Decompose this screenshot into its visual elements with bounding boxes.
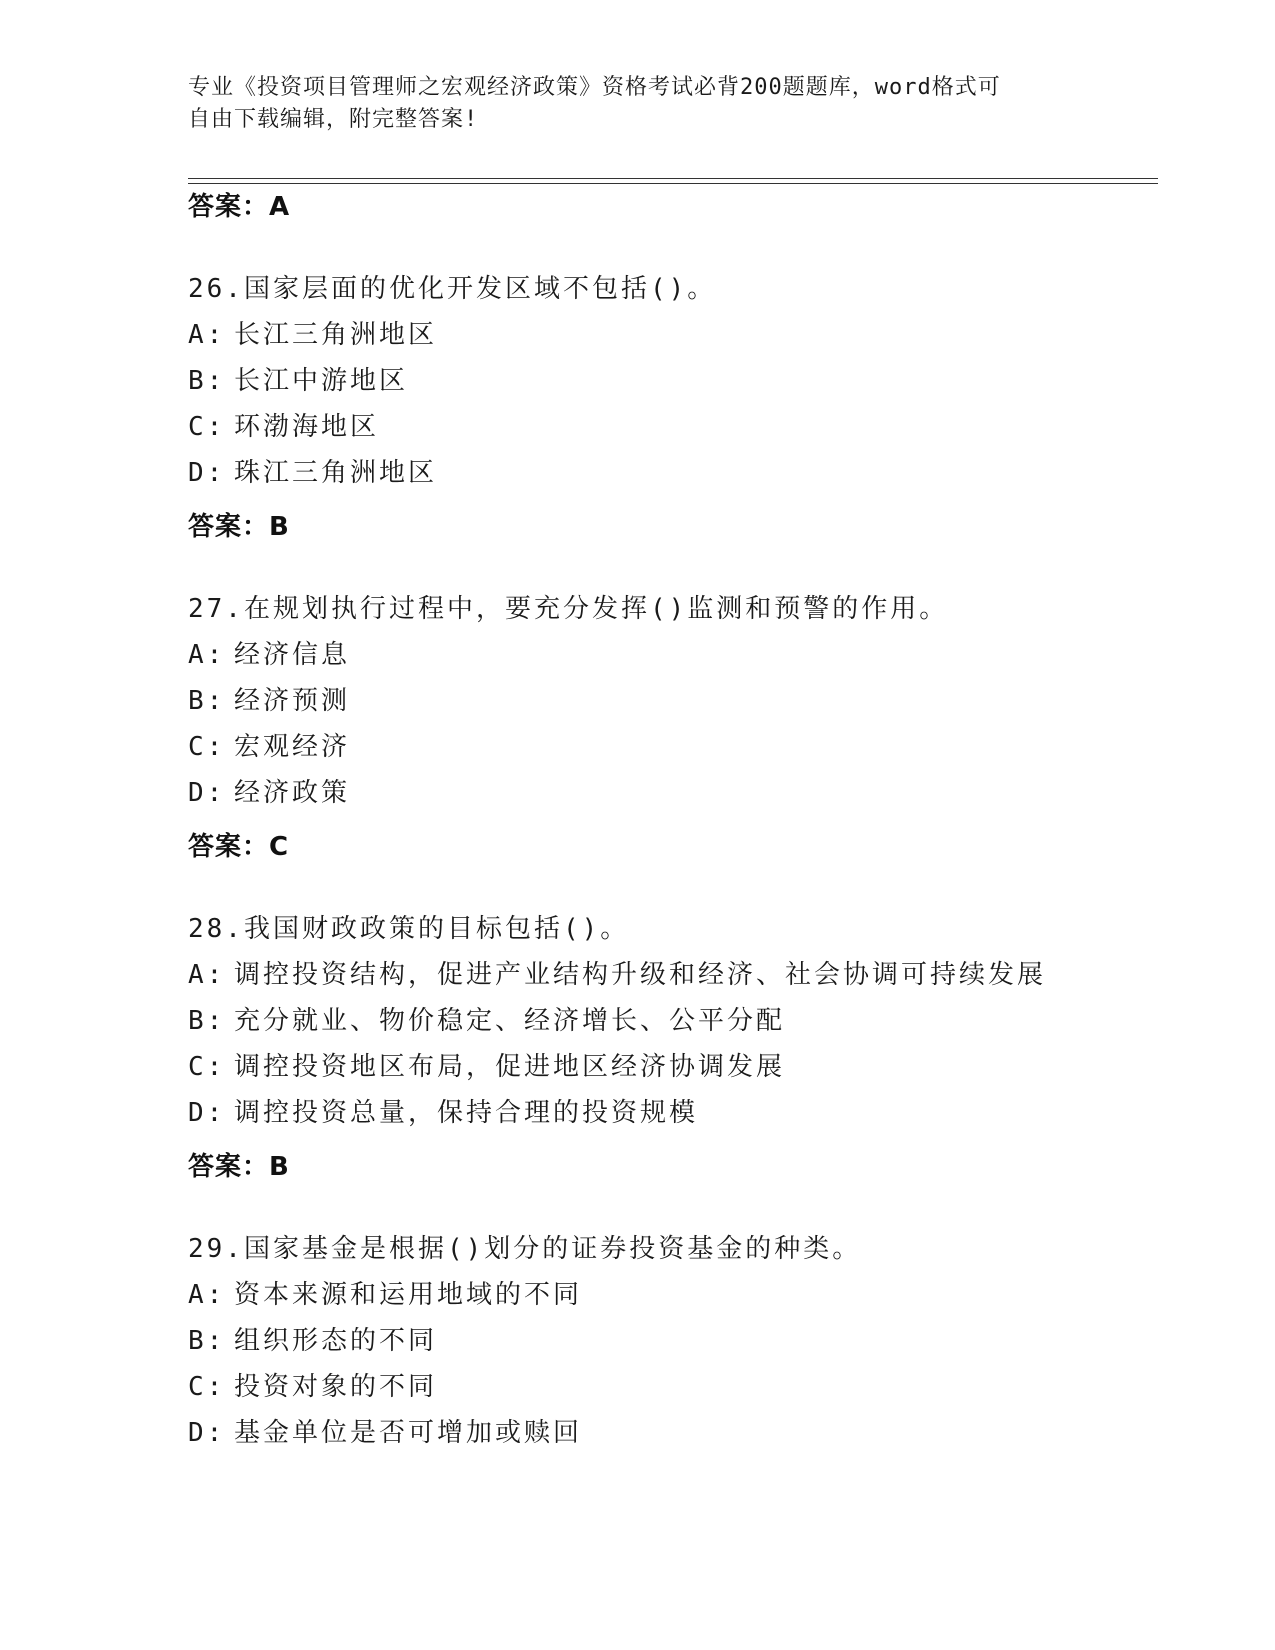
option-letter: D: xyxy=(188,778,226,808)
option-text: 组织形态的不同 xyxy=(234,1326,438,1356)
option-letter: B: xyxy=(188,366,226,396)
option-text: 经济信息 xyxy=(234,640,351,670)
option-letter: D: xyxy=(188,458,226,488)
option-text: 长江中游地区 xyxy=(234,366,409,396)
option-b xyxy=(188,358,1148,404)
question-29 xyxy=(188,1226,1148,1456)
option-a xyxy=(188,312,1148,358)
option-letter: A: xyxy=(188,960,226,990)
option-letter: B: xyxy=(188,686,226,716)
option-letter: B: xyxy=(188,1326,226,1356)
option-c xyxy=(188,404,1148,450)
option-letter: A: xyxy=(188,320,226,350)
option-b xyxy=(188,678,1148,724)
option-c xyxy=(188,1044,1148,1090)
option-a xyxy=(188,952,1148,998)
question-text: 26.国家层面的优化开发区域不包括()。 xyxy=(188,274,717,304)
option-letter: D: xyxy=(188,1098,226,1128)
option-text: 基金单位是否可增加或赎回 xyxy=(234,1418,583,1448)
header-line-1: 专业《投资项目管理师之宏观经济政策》资格考试必背200题题库，word格式可 xyxy=(188,75,1001,100)
option-letter: B: xyxy=(188,1006,226,1036)
option-text: 珠江三角洲地区 xyxy=(234,458,438,488)
option-text: 调控投资总量，保持合理的投资规模 xyxy=(234,1098,699,1128)
option-letter: C: xyxy=(188,1372,226,1402)
option-text: 调控投资地区布局，促进地区经济协调发展 xyxy=(234,1052,786,1082)
option-text: 环渤海地区 xyxy=(234,412,380,442)
option-letter: D: xyxy=(188,1418,226,1448)
option-text: 投资对象的不同 xyxy=(234,1372,438,1402)
option-text: 经济预测 xyxy=(234,686,351,716)
option-text: 经济政策 xyxy=(234,778,351,808)
option-b xyxy=(188,998,1148,1044)
option-d xyxy=(188,1410,1148,1456)
option-a xyxy=(188,632,1148,678)
question-28 xyxy=(188,906,1148,1136)
header-line-2: 自由下载编辑，附完整答案! xyxy=(188,107,479,132)
document-header xyxy=(188,72,1068,136)
option-text: 调控投资结构，促进产业结构升级和经济、社会协调可持续发展 xyxy=(234,960,1047,990)
option-letter: C: xyxy=(188,732,226,762)
question-text: 28.我国财政政策的目标包括()。 xyxy=(188,914,630,944)
option-letter: A: xyxy=(188,1280,226,1310)
answer-line: 答案：B xyxy=(188,1152,290,1182)
answer-line: 答案：A xyxy=(188,192,291,222)
question-text: 29.国家基金是根据()划分的证券投资基金的种类。 xyxy=(188,1234,862,1264)
option-text: 长江三角洲地区 xyxy=(234,320,438,350)
option-letter: C: xyxy=(188,1052,226,1082)
option-d xyxy=(188,450,1148,496)
header-divider-top xyxy=(188,178,1158,179)
answer-line: 答案：B xyxy=(188,512,290,542)
option-c xyxy=(188,724,1148,770)
option-a xyxy=(188,1272,1148,1318)
question-27 xyxy=(188,586,1148,816)
option-text: 资本来源和运用地域的不同 xyxy=(234,1280,583,1310)
answer-line: 答案：C xyxy=(188,832,290,862)
option-text: 宏观经济 xyxy=(234,732,351,762)
header-divider-bottom xyxy=(188,183,1158,184)
option-d xyxy=(188,1090,1148,1136)
option-d xyxy=(188,770,1148,816)
question-26 xyxy=(188,266,1148,496)
option-text: 充分就业、物价稳定、经济增长、公平分配 xyxy=(234,1006,786,1036)
option-letter: C: xyxy=(188,412,226,442)
option-b xyxy=(188,1318,1148,1364)
option-c xyxy=(188,1364,1148,1410)
option-letter: A: xyxy=(188,640,226,670)
question-text: 27.在规划执行过程中，要充分发挥()监测和预警的作用。 xyxy=(188,594,949,624)
